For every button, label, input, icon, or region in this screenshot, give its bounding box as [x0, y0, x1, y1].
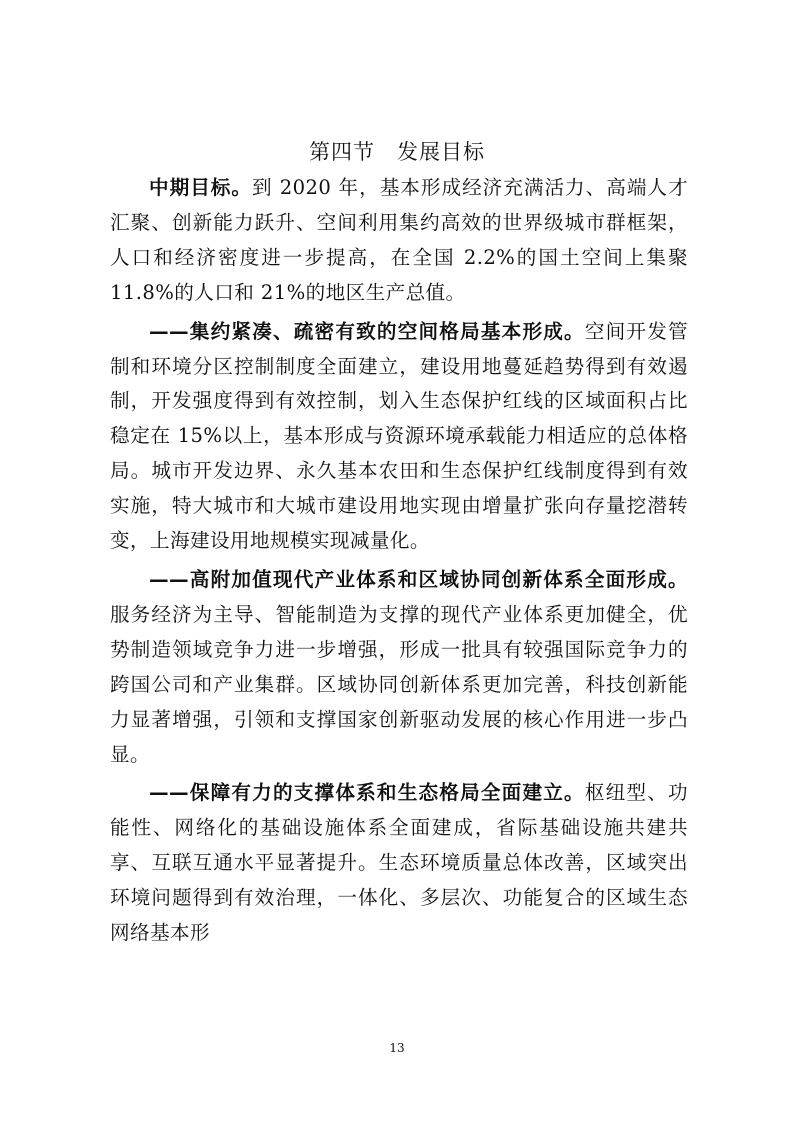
paragraph-spatial-pattern	[110, 315, 688, 559]
paragraph-lead: 中期目标。	[149, 176, 252, 199]
paragraph-text: 空间开发管制和环境分区控制制度全面建立，建设用地蔓延趋势得到有效遏制，开发强度得到有效控制，划入生态保护红线的区域面积占比稳定在 15%以上，基本形成与资源环境承载能力相适应的总体格局。城市开发边界、永久基本农田和生态保护红线制度得到有效实施，特大城市和大城市建设用地实现由增量扩张向存量挖潜转变，上海建设用地规模实现减量化。	[110, 319, 689, 553]
paragraph-support-ecology	[110, 776, 688, 951]
page-number: 13	[389, 1041, 405, 1055]
section-title: 第四节 发展目标	[309, 140, 485, 164]
paragraph-lead: ——保障有力的支撑体系和生态格局全面建立。	[149, 781, 585, 805]
paragraph-text: 服务经济为主导、智能制造为支撑的现代产业体系更加健全，优势制造领域竞争力进一步增强，形成一批具有较强国际竞争力的跨国公司和产业集群。区域协同创新体系更加完善，科技创新能力显著增强，引领和支撑国家创新驱动发展的核心作用进一步凸显。	[110, 602, 688, 766]
paragraph-text: 到 2020 年，基本形成经济充满活力、高端人才汇聚、创新能力跃升、空间利用集约高效的世界级城市群框架，人口和经济密度进一步提高，在全国 2.2%的国土空间上集聚 11.8%的人口和 21%的地区生产总值。	[110, 176, 689, 304]
paragraph-text: 枢纽型、功能性、网络化的基础设施体系全面建成，省际基础设施共建共享、互联互通水平显著提升。生态环境质量总体改善，区域突出环境问题得到有效治理，一体化、多层次、功能复合的区域生态网络基本形	[110, 781, 689, 945]
paragraph-lead: ——高附加值现代产业体系和区域协同创新体系全面形成。	[149, 567, 688, 591]
paragraph-industry-innovation	[110, 563, 688, 772]
body-text	[110, 171, 688, 955]
paragraph-medium-term-goal	[110, 171, 688, 311]
paragraph-lead: ——集约紧凑、疏密有致的空间格局基本形成。	[149, 319, 585, 343]
